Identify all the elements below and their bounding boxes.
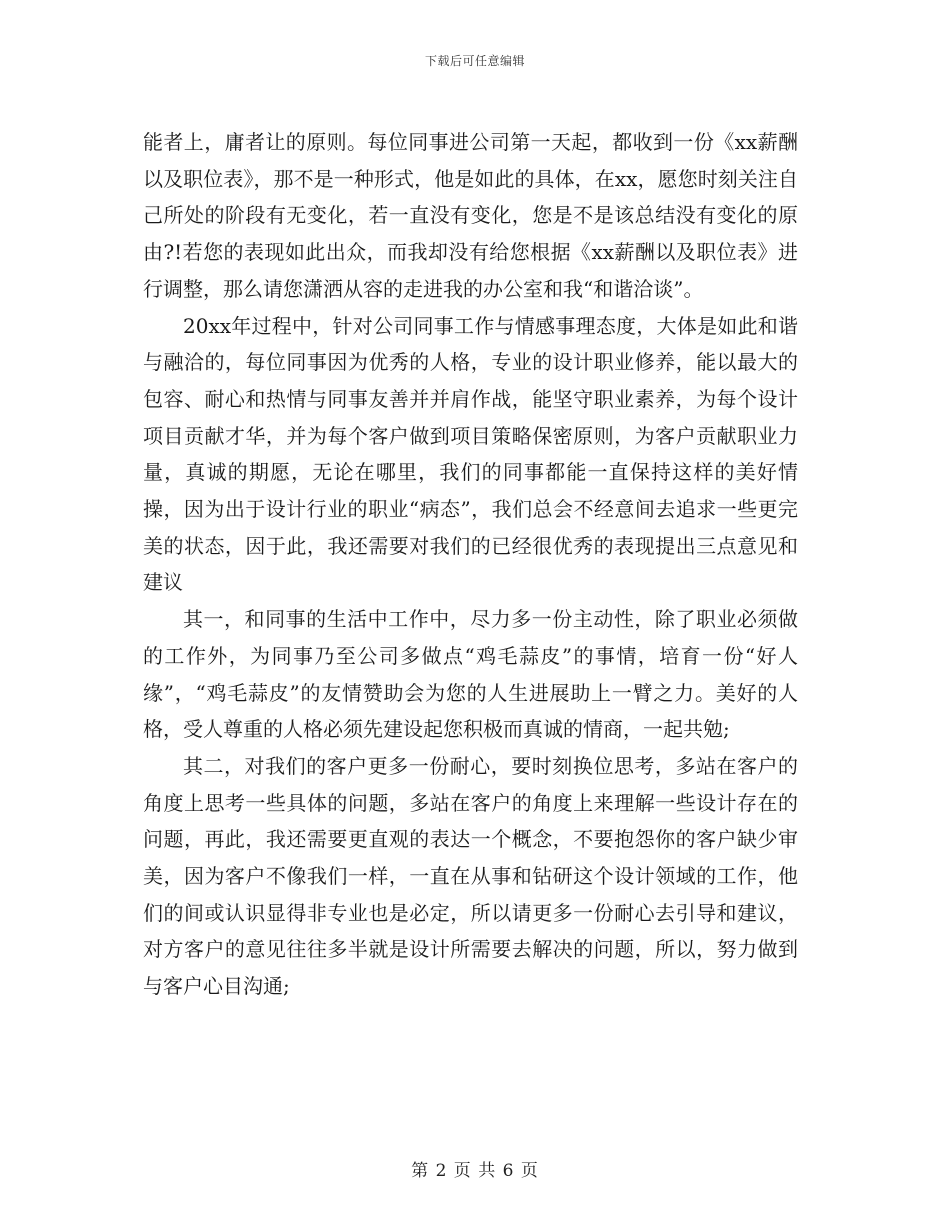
paragraph-3: 其一，和同事的生活中工作中，尽力多一份主动性，除了职业必须做的工作外，为同事乃至公司多做点“鸡毛蒜皮”的事情，培育一份“好人缘”，“鸡毛蒜皮”的友情赞助会为您的人生进展助上一臂之力。美好的人格，受人尊重的人格必须先建设起您积极而真诚的情商，一起共勉; — [143, 607, 798, 742]
page-header: 下载后可任意编辑 — [424, 54, 525, 68]
document-body — [143, 124, 798, 1005]
paragraph-4: 其二，对我们的客户更多一份耐心，要时刻换位思考，多站在客户的角度上思考一些具体的问题，多站在客户的角度上来理解一些设计存在的问题，再此，我还需要更直观的表达一个概念，不要抱怨你的客户缺少审美，因为客户不像我们一样，一直在从事和钻研这个设计领域的工作，他们的间或认识显得非专业也是必定，所以请更多一份耐心去引导和建议，对方客户的意见往往多半就是设计所需要去解决的问题，所以，努力做到与客户心目沟通; — [143, 753, 798, 999]
page-footer: 第 2 页 共 6 页 — [411, 1161, 539, 1181]
paragraph-2: 20xx年过程中，针对公司同事工作与情感事理态度，大体是如此和谐与融洽的，每位同事因为优秀的人格，专业的设计职业修养，能以最大的包容、耐心和热情与同事友善并并肩作战，能坚守职业素养，为每个设计项目贡献才华，并为每个客户做到项目策略保密原则，为客户贡献职业力量，真诚的期愿，无论在哪里，我们的同事都能一直保持这样的美好情操，因为出于设计行业的职业“病态”，我们总会不经意间去追求一些更完美的状态，因于此，我还需要对我们的已经很优秀的表现提出三点意见和建议 — [143, 313, 798, 595]
paragraph-1: 能者上，庸者让的原则。每位同事进公司第一天起，都收到一份《xx薪酬以及职位表》，那不是一种形式，他是如此的具体，在xx，愿您时刻关注自己所处的阶段有无变化，若一直没有变化，您是不是该总结没有变化的原由?!若您的表现如此出众，而我却没有给您根据《xx薪酬以及职位表》进行调整，那么请您潇洒从容的走进我的办公室和我“和谐洽谈”。 — [143, 130, 798, 301]
